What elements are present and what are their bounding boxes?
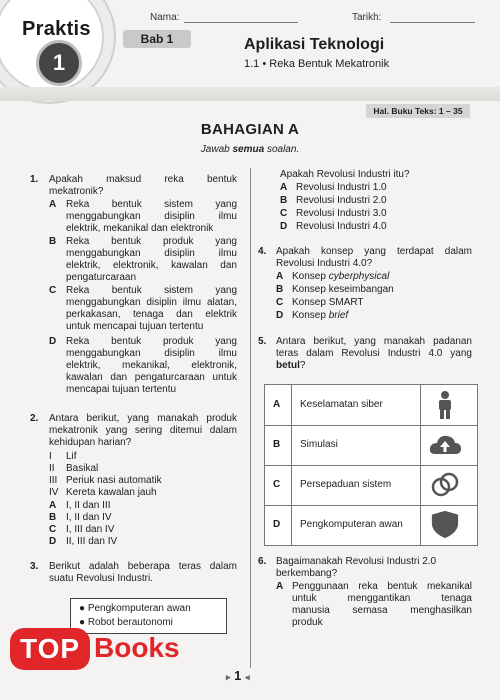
textbook-pages-label: Hal. Buku Teks: 1 – 35 bbox=[366, 104, 470, 118]
q2-option-a-text: I, II dan III bbox=[66, 500, 111, 511]
q1-option-d-line: elektrik, mekanikal, elektronik, bbox=[66, 360, 237, 371]
q2-item-roman: II bbox=[49, 463, 55, 474]
q4-option-c-letter[interactable]: C bbox=[276, 297, 284, 308]
q4-option-b-letter[interactable]: B bbox=[276, 284, 284, 295]
q3-stem-line: suatu Revolusi Industri. bbox=[49, 573, 153, 584]
q1-option-a-line: menggabungkan disiplin ilmu bbox=[66, 211, 237, 222]
q1-option-d-line: mencapai tujuan tertentu bbox=[66, 384, 177, 395]
section-instruction: Jawab semua soalan. bbox=[200, 144, 300, 155]
q1-option-b-line: elektrik, elektronik, kawalan dan bbox=[66, 260, 237, 271]
q4-option-a-text: Konsep cyberphysical bbox=[292, 271, 390, 282]
q2-option-d-letter[interactable]: D bbox=[49, 536, 57, 547]
q1-option-b-line: Reka bentuk produk yang bbox=[66, 236, 237, 247]
q6-option-a-letter[interactable]: A bbox=[276, 581, 284, 592]
topbooks-logo-top: TOP bbox=[10, 628, 90, 670]
q6-option-a-line: manusia semasa menghasilkan bbox=[292, 605, 472, 616]
q3-option-a-letter[interactable]: A bbox=[280, 182, 288, 193]
q1-option-b-line: menggabungkan disiplin ilmu bbox=[66, 248, 237, 259]
q2-stem-line: Antara berikut, yang manakah produk bbox=[49, 413, 237, 424]
column-divider bbox=[250, 168, 251, 668]
q3-option-b-text: Revolusi Industri 2.0 bbox=[296, 195, 387, 206]
q1-stem-line1: Apakah maksud reka bentuk bbox=[49, 174, 237, 185]
q3-option-c-text: Revolusi Industri 3.0 bbox=[296, 208, 387, 219]
q6-stem-line: berkembang? bbox=[276, 568, 338, 579]
q5-row-a-letter[interactable]: A bbox=[273, 399, 281, 410]
q6-option-a-line: Penggunaan reka bentuk mekanikal bbox=[292, 581, 472, 592]
q2-item-roman: IV bbox=[49, 487, 59, 498]
q3-option-d-text: Revolusi Industri 4.0 bbox=[296, 221, 387, 232]
q6-option-a-line: produk bbox=[292, 617, 323, 628]
q5-row-b-letter[interactable]: B bbox=[273, 439, 281, 450]
q2-option-b-text: I, II dan IV bbox=[66, 512, 112, 523]
cloud-upload-icon bbox=[428, 430, 462, 460]
q4-stem-line: Apakah konsep yang terdapat dalam bbox=[276, 246, 472, 257]
q1-option-c-line: Reka bentuk sistem yang bbox=[66, 285, 237, 296]
q3-option-d-letter[interactable]: D bbox=[280, 221, 288, 232]
q5-row-d-letter[interactable]: D bbox=[273, 519, 281, 530]
q2-option-c-letter[interactable]: C bbox=[49, 524, 57, 535]
q4-option-d-text: Konsep brief bbox=[292, 310, 349, 321]
q1-option-d-letter[interactable]: D bbox=[49, 336, 57, 347]
q1-option-a-line: Reka bentuk sistem yang bbox=[66, 199, 237, 210]
q3-box-item: ● Pengkomputeran awan bbox=[79, 603, 191, 614]
q3-stem-line: Berikut adalah beberapa teras dalam bbox=[49, 561, 237, 572]
q2-option-c-text: I, III dan IV bbox=[66, 524, 115, 535]
q2-stem-line: mekatronik yang sering ditemui dalam bbox=[49, 425, 237, 436]
q3-teras-box bbox=[70, 598, 227, 634]
nama-label: Nama: bbox=[150, 12, 180, 23]
q2-item-text: Basikal bbox=[66, 463, 99, 474]
tarikh-input-line[interactable] bbox=[390, 22, 475, 23]
q2-option-a-letter[interactable]: A bbox=[49, 500, 57, 511]
q1-number: 1. bbox=[30, 174, 39, 185]
q5-number: 5. bbox=[258, 336, 267, 347]
praktis-number: 1 bbox=[36, 40, 82, 86]
q6-number: 6. bbox=[258, 556, 267, 567]
q2-item-text: Periuk nasi automatik bbox=[66, 475, 162, 486]
q5-stem-line: betul? bbox=[276, 360, 306, 371]
q6-option-a-line: untuk menggantikan tenaga bbox=[292, 593, 472, 604]
q3-box-item: ● Robot berautonomi bbox=[79, 617, 173, 628]
q1-option-d-line: kawalan dan pengaturcaraan untuk bbox=[66, 372, 237, 383]
q2-item-text: Lif bbox=[66, 451, 77, 462]
q1-option-c-line: perkakasan, tenaga dan elektrik bbox=[66, 309, 237, 320]
page-subtitle: 1.1 • Reka Bentuk Mekatronik bbox=[244, 58, 390, 70]
q1-option-b-letter[interactable]: B bbox=[49, 236, 57, 247]
q1-stem-line2: mekatronik? bbox=[49, 186, 104, 197]
section-heading: BAHAGIAN A bbox=[200, 121, 300, 138]
q4-option-b-text: Konsep keseimbangan bbox=[292, 284, 394, 295]
q1-option-d-line: menggabungkan disiplin ilmu bbox=[66, 348, 237, 359]
q4-option-c-text: Konsep SMART bbox=[292, 297, 364, 308]
q1-option-a-letter[interactable]: A bbox=[49, 199, 57, 210]
q3-question: Apakah Revolusi Industri itu? bbox=[280, 169, 410, 180]
q2-option-b-letter[interactable]: B bbox=[49, 512, 57, 523]
q5-row-a-label: Keselamatan siber bbox=[300, 399, 383, 410]
q1-option-a-line: elektrik, mekanikal dan elektronik bbox=[66, 223, 214, 234]
q3-option-c-letter[interactable]: C bbox=[280, 208, 288, 219]
q5-row-b-label: Simulasi bbox=[300, 439, 338, 450]
q1-option-b-line: pengaturcaraan bbox=[66, 272, 137, 283]
q3-option-a-text: Revolusi Industri 1.0 bbox=[296, 182, 387, 193]
q5-row-c-letter[interactable]: C bbox=[273, 479, 281, 490]
q3-number: 3. bbox=[30, 561, 39, 572]
q2-number: 2. bbox=[30, 413, 39, 424]
tarikh-label: Tarikh: bbox=[352, 12, 382, 23]
shield-icon bbox=[428, 509, 462, 539]
nama-input-line[interactable] bbox=[184, 22, 298, 23]
bab-tab: Bab 1 bbox=[123, 30, 191, 48]
q5-row-d-label: Pengkomputeran awan bbox=[300, 519, 403, 530]
q5-match-table bbox=[264, 384, 478, 546]
header-band bbox=[0, 87, 500, 101]
topbooks-logo-books: Books bbox=[94, 632, 180, 663]
praktis-label: Praktis bbox=[22, 18, 91, 40]
q5-stem-line: Antara berikut, yang manakah padanan bbox=[276, 336, 472, 347]
q1-option-c-letter[interactable]: C bbox=[49, 285, 57, 296]
q2-stem-line: kehidupan harian? bbox=[49, 437, 132, 448]
page-title: Aplikasi Teknologi bbox=[244, 36, 385, 53]
q2-item-roman: III bbox=[49, 475, 58, 486]
q2-item-roman: I bbox=[49, 451, 52, 462]
q4-stem-line: Revolusi Industri 4.0? bbox=[276, 258, 373, 269]
q1-option-d-line: Reka bentuk produk yang bbox=[66, 336, 237, 347]
page-number: ▸ 1 ◂ bbox=[226, 668, 250, 683]
q1-option-c-line: menggabungkan disiplin ilmu alatan, bbox=[66, 297, 237, 308]
q1-option-c-line: untuk mencapai tujuan tertentu bbox=[66, 321, 204, 332]
q5-stem-line: teras dalam Revolusi Industri 4.0 yang bbox=[276, 348, 472, 359]
q4-number: 4. bbox=[258, 246, 267, 257]
q2-item-text: Kereta kawalan jauh bbox=[66, 487, 157, 498]
q6-stem-line: Bagaimanakah Revolusi Industri 2.0 bbox=[276, 556, 437, 567]
q3-option-b-letter[interactable]: B bbox=[280, 195, 288, 206]
q4-option-a-letter[interactable]: A bbox=[276, 271, 284, 282]
person-icon bbox=[428, 390, 462, 420]
linked-rings-icon bbox=[428, 470, 462, 500]
q4-option-d-letter[interactable]: D bbox=[276, 310, 284, 321]
q2-option-d-text: II, III dan IV bbox=[66, 536, 118, 547]
q5-row-c-label: Persepaduan sistem bbox=[300, 479, 392, 490]
